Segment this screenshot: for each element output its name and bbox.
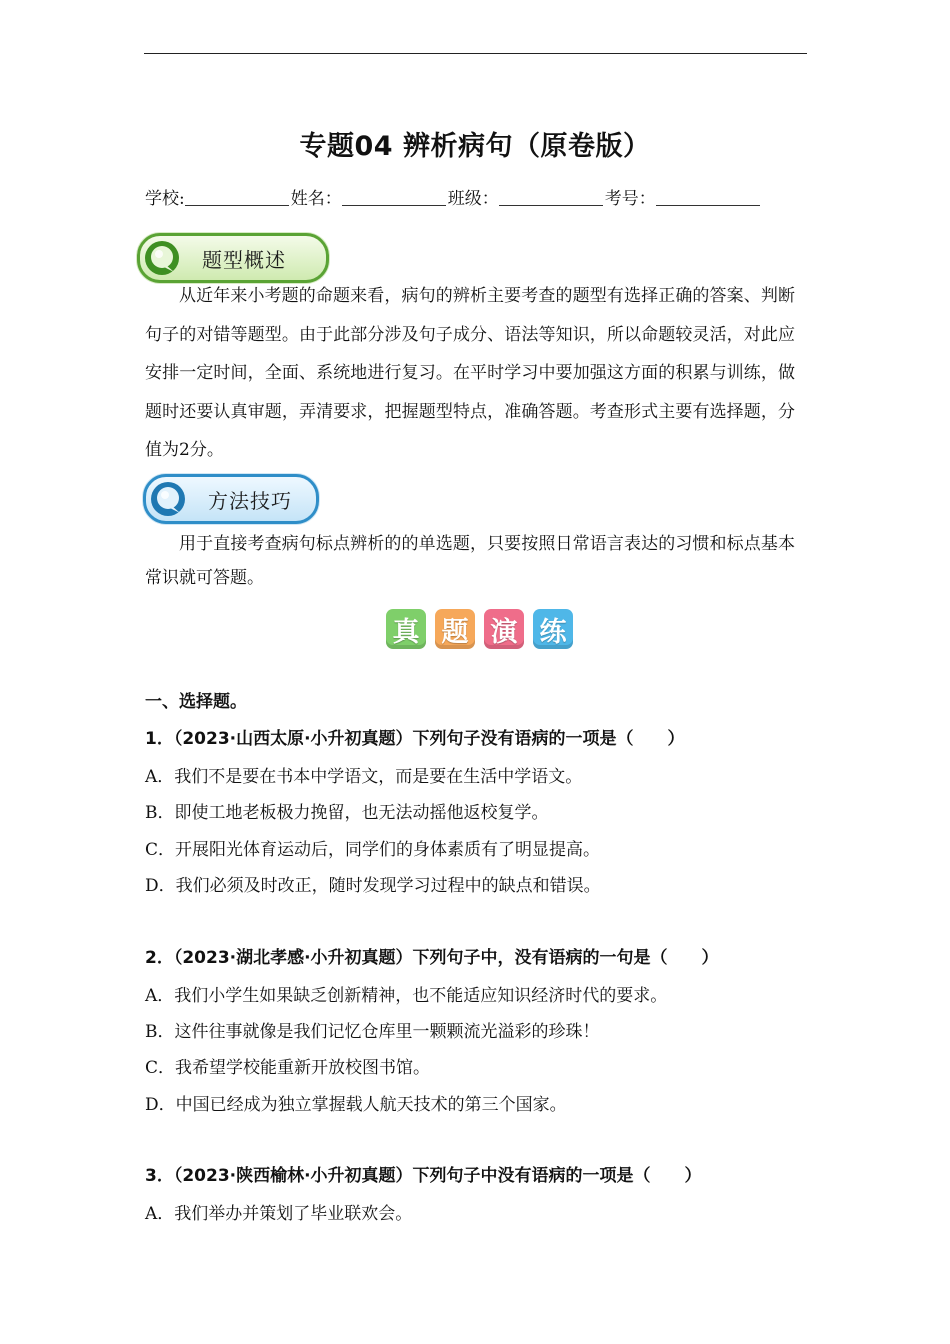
question-stem: 2．（2023·湖北孝感·小升初真题）下列句子中，没有语病的一句是（ ） xyxy=(145,948,719,968)
tile-ti: 题 xyxy=(435,609,475,649)
question-option: A．我们小学生如果缺乏创新精神，也不能适应知识经济时代的要求。 xyxy=(145,986,668,1006)
question-option: B．即使工地老板极力挽留，也无法动摇他返校复学。 xyxy=(145,803,549,823)
school-blank xyxy=(185,189,289,206)
tile-zhen: 真 xyxy=(386,609,426,649)
class-blank xyxy=(499,189,603,206)
school-label: 学校: xyxy=(145,189,185,209)
practice-banner xyxy=(386,609,573,649)
student-info-line xyxy=(145,184,762,209)
number-blank xyxy=(656,189,760,206)
tile-lian: 练 xyxy=(533,609,573,649)
header-rule xyxy=(144,53,807,54)
overview-paragraph: 从近年来小考题的命题来看，病句的辨析主要考查的题型有选择正确的答案、判断句子的对错等题型。由于此部分涉及句子成分、语法等知识，所以命题较灵活，对此应安排一定时间，全面、系统地进行复习。在平时学习中要加强这方面的积累与训练，做题时还要认真审题，弄清要求，把握题型特点，准确答题。考查形式主要有选择题，分值为2分。 xyxy=(145,286,795,460)
question-option: C．我希望学校能重新开放校图书馆。 xyxy=(145,1058,431,1078)
section-badge-label: 题型概述 xyxy=(202,248,286,272)
question-option: B．这件往事就像是我们记忆仓库里一颗颗流光溢彩的珍珠！ xyxy=(145,1022,600,1042)
name-blank xyxy=(342,189,446,206)
question-option: D．中国已经成为独立掌握载人航天技术的第三个国家。 xyxy=(145,1095,567,1115)
section-badge-overview xyxy=(137,233,329,283)
tile-yan: 演 xyxy=(484,609,524,649)
name-label: 姓名： xyxy=(290,189,342,209)
question-option: C．开展阳光体育运动后，同学们的身体素质有了明显提高。 xyxy=(145,840,601,860)
question-stem: 1．（2023·山西太原·小升初真题）下列句子没有语病的一项是（ ） xyxy=(145,729,685,749)
method-paragraph: 用于直接考查病句标点辨析的的单选题，只要按照日常语言表达的习惯和标点基本常识就可答题。 xyxy=(145,534,795,588)
section-badge-method xyxy=(143,474,319,524)
number-label: 考号： xyxy=(604,189,656,209)
question-stem: 3．（2023·陕西榆林·小升初真题）下列句子中没有语病的一项是（ ） xyxy=(145,1166,702,1186)
speech-bubble-icon xyxy=(150,481,186,517)
class-label: 班级： xyxy=(447,189,499,209)
question-option: A．我们举办并策划了毕业联欢会。 xyxy=(145,1204,413,1224)
page-title: 专题04 辨析病句（原卷版） xyxy=(299,131,651,162)
question-option: D．我们必须及时改正，随时发现学习过程中的缺点和错误。 xyxy=(145,876,601,896)
section-heading: 一、选择题。 xyxy=(145,692,247,712)
question-option: A．我们不是要在书本中学语文，而是要在生活中学语文。 xyxy=(145,767,583,787)
section-badge-label: 方法技巧 xyxy=(208,489,292,513)
speech-bubble-icon xyxy=(144,240,180,276)
